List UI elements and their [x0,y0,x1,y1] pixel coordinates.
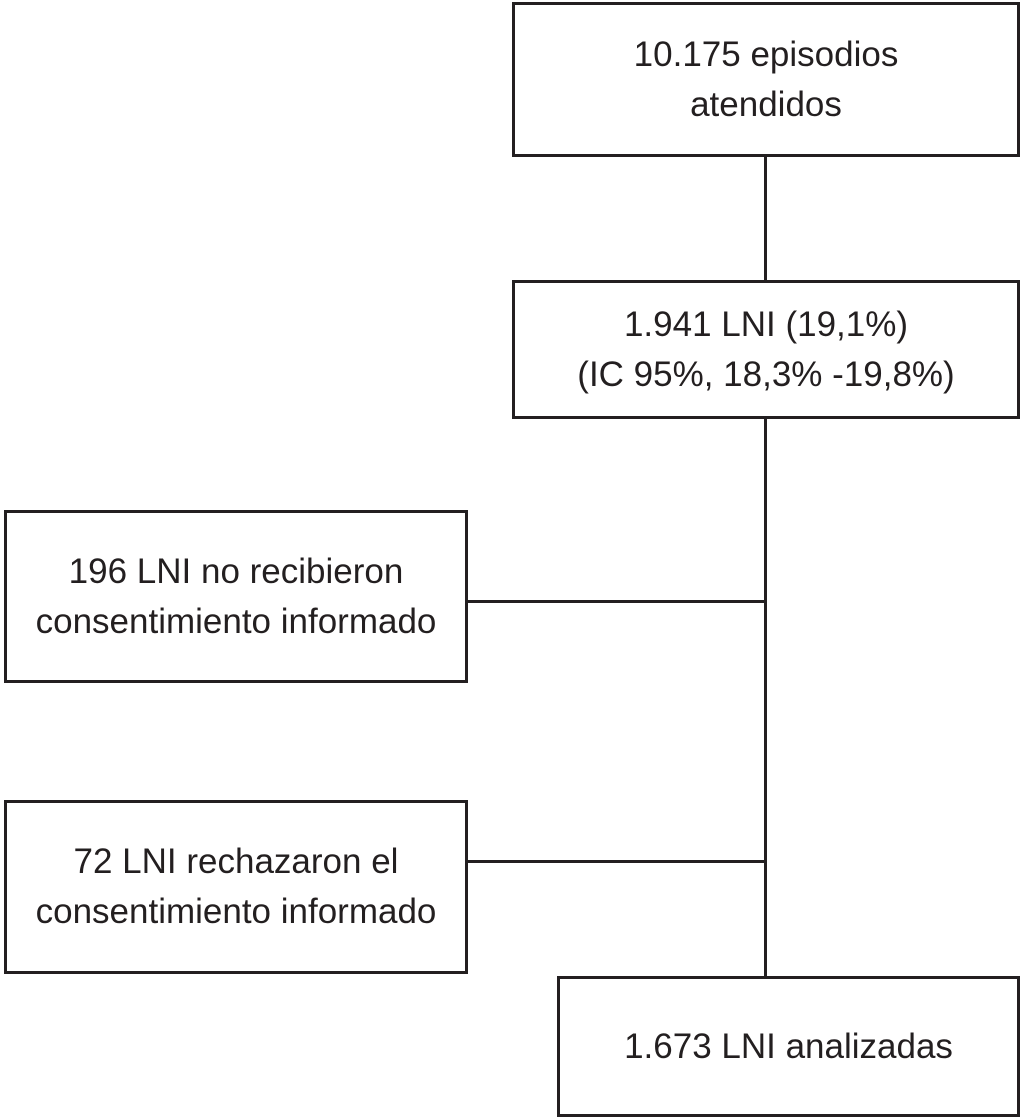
lni-count-line1: 1.941 LNI (19,1%) [623,304,909,344]
total-episodes-line1: 10.175 episodios [633,34,899,74]
excluded-no-consent-line1: 196 LNI no recibieron [68,551,404,591]
excluded-rejected-line1: 72 LNI rechazaron el [73,842,399,881]
excluded-no-consent-line2: consentimiento informado [35,601,437,641]
total-episodes-box [512,2,1020,157]
total-episodes-line2: atendidos [690,84,842,124]
excluded-rejected-box [4,800,468,974]
analyzed-box [557,976,1020,1117]
analyzed-line1: 1.673 LNI analizadas [624,1026,953,1066]
connector-exclusion-rejected [467,860,766,863]
connector-total-to-lni [764,156,767,281]
excluded-no-consent-box [4,510,468,683]
connector-exclusion-no-consent [467,600,766,603]
connector-lni-to-analyzed [764,418,767,977]
excluded-rejected-line2: consentimiento informado [35,892,437,931]
lni-count-line2: (IC 95%, 18,3% -19,8%) [577,354,955,394]
lni-count-box [512,280,1020,419]
